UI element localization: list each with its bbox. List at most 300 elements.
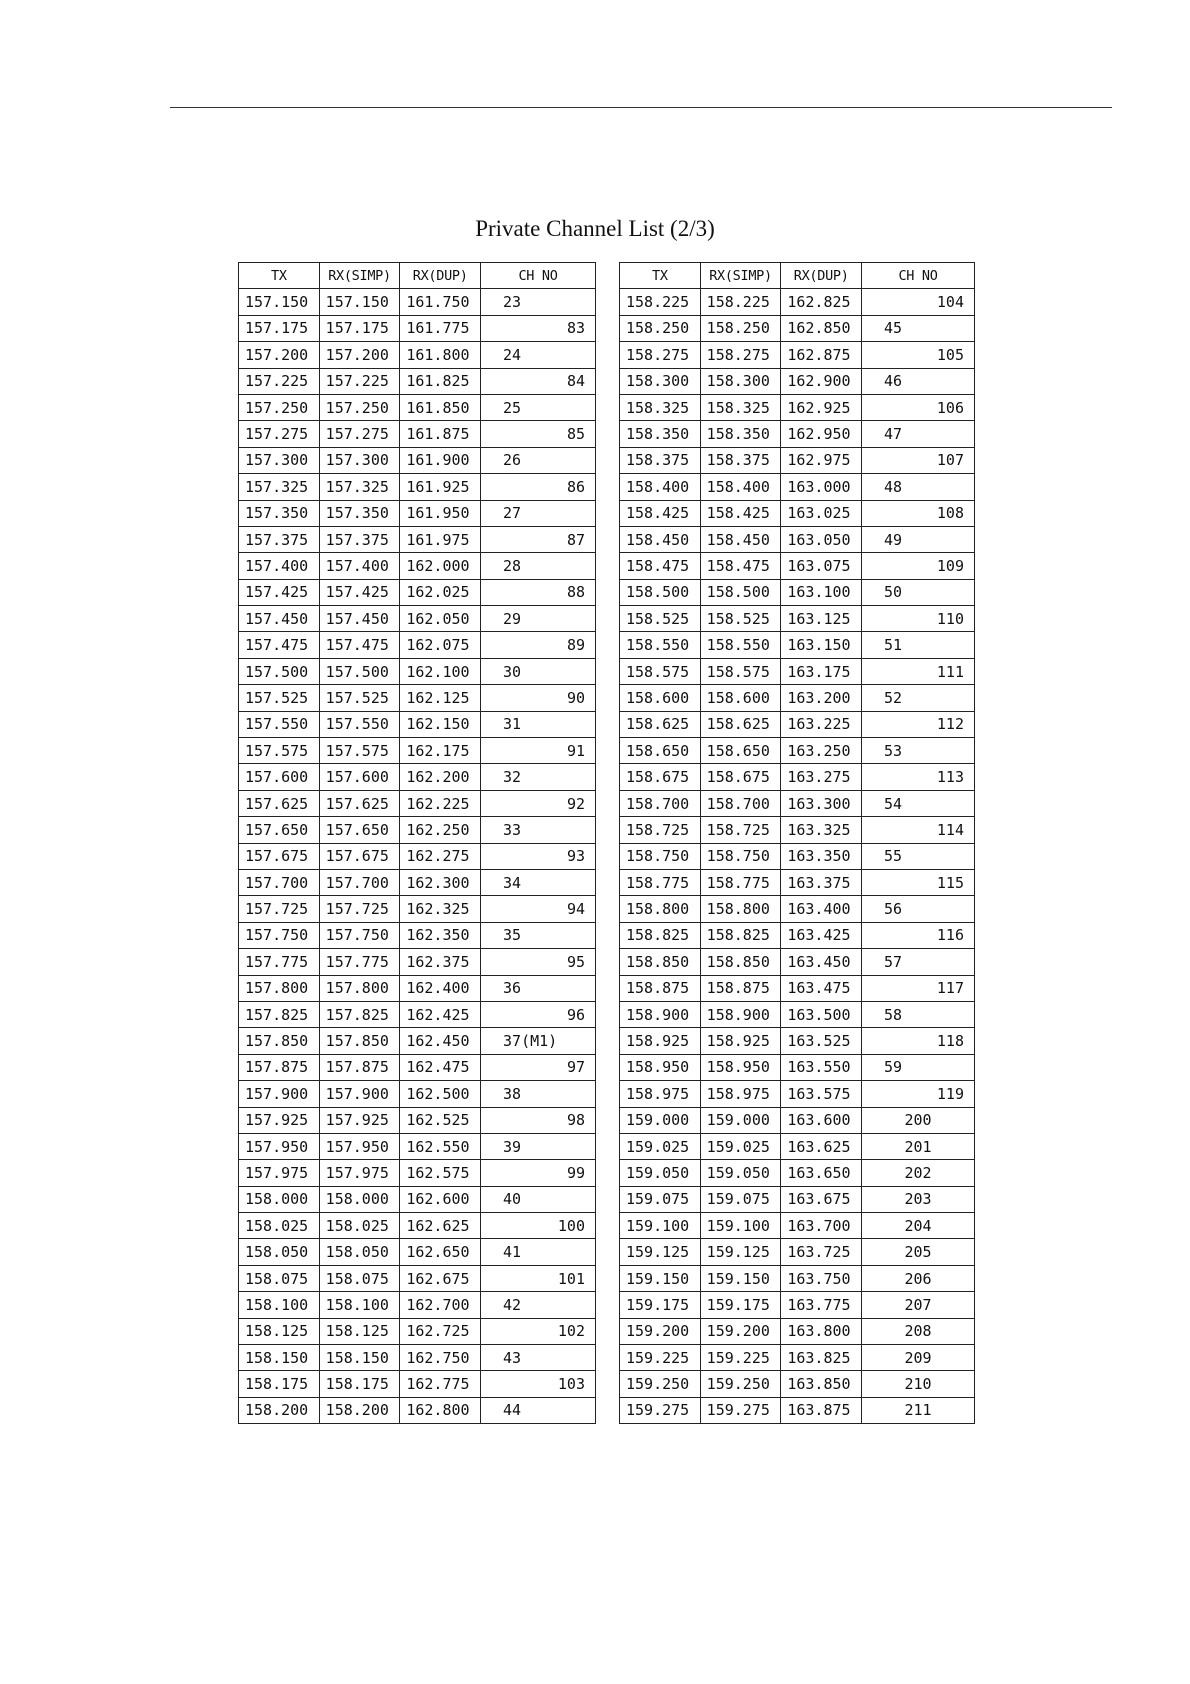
rx-simp-cell: 157.825 — [319, 1001, 400, 1027]
rx-dup-cell: 163.750 — [781, 1265, 862, 1291]
rx-dup-cell: 162.750 — [400, 1345, 481, 1371]
rx-dup-cell: 162.550 — [400, 1133, 481, 1159]
ch-no-cell: 48 — [862, 474, 975, 500]
rx-simp-cell: 157.875 — [319, 1054, 400, 1080]
rx-simp-cell: 157.325 — [319, 474, 400, 500]
tx-cell: 158.075 — [239, 1265, 320, 1291]
ch-no-cell: 113 — [862, 764, 975, 790]
ch-no-cell: 93 — [481, 843, 596, 869]
table-row — [620, 843, 975, 869]
rx-dup-cell: 162.950 — [781, 421, 862, 447]
rx-simp-cell: 158.375 — [700, 447, 781, 473]
ch-no-cell: 207 — [862, 1292, 975, 1318]
table-row — [620, 368, 975, 394]
rx-simp-cell: 158.700 — [700, 790, 781, 816]
rx-simp-cell: 158.550 — [700, 632, 781, 658]
table-row — [239, 447, 596, 473]
ch-no-cell: 45 — [862, 315, 975, 341]
table-row — [239, 922, 596, 948]
table-row — [620, 738, 975, 764]
rx-dup-cell: 162.325 — [400, 896, 481, 922]
tx-cell: 159.225 — [620, 1345, 701, 1371]
ch-no-cell: 118 — [862, 1028, 975, 1054]
table-row — [620, 949, 975, 975]
table-row — [620, 606, 975, 632]
tx-cell: 158.250 — [620, 315, 701, 341]
table-row — [620, 1081, 975, 1107]
tx-cell: 158.975 — [620, 1081, 701, 1107]
ch-no-cell: 108 — [862, 500, 975, 526]
table-row — [239, 1133, 596, 1159]
tx-cell: 159.125 — [620, 1239, 701, 1265]
ch-no-cell: 116 — [862, 922, 975, 948]
ch-no-cell: 112 — [862, 711, 975, 737]
rx-dup-cell: 161.950 — [400, 500, 481, 526]
tx-cell: 158.875 — [620, 975, 701, 1001]
ch-no-cell: 33 — [481, 817, 596, 843]
rx-dup-cell: 162.225 — [400, 790, 481, 816]
ch-no-cell: 105 — [862, 342, 975, 368]
ch-no-cell: 115 — [862, 869, 975, 895]
rx-dup-cell: 163.225 — [781, 711, 862, 737]
tx-cell: 158.400 — [620, 474, 701, 500]
tx-cell: 157.350 — [239, 500, 320, 526]
table-row — [620, 658, 975, 684]
rx-simp-cell: 157.450 — [319, 606, 400, 632]
rx-simp-cell: 157.750 — [319, 922, 400, 948]
rx-simp-cell: 157.425 — [319, 579, 400, 605]
rx-dup-cell: 162.500 — [400, 1081, 481, 1107]
table-row — [620, 1292, 975, 1318]
rx-simp-cell: 158.150 — [319, 1345, 400, 1371]
rx-simp-cell: 158.825 — [700, 922, 781, 948]
ch-no-cell: 87 — [481, 526, 596, 552]
rx-simp-cell: 158.725 — [700, 817, 781, 843]
table-row — [620, 1265, 975, 1291]
rx-simp-cell: 157.300 — [319, 447, 400, 473]
column-header-ch-no: CH NO — [481, 263, 596, 289]
ch-no-cell: 55 — [862, 843, 975, 869]
rx-simp-cell: 158.025 — [319, 1213, 400, 1239]
tx-cell: 159.000 — [620, 1107, 701, 1133]
ch-no-cell: 40 — [481, 1186, 596, 1212]
tx-cell: 159.275 — [620, 1397, 701, 1423]
ch-no-cell: 119 — [862, 1081, 975, 1107]
rx-simp-cell: 158.400 — [700, 474, 781, 500]
table-row — [620, 289, 975, 315]
ch-no-cell: 59 — [862, 1054, 975, 1080]
table-row — [620, 764, 975, 790]
tx-cell: 158.900 — [620, 1001, 701, 1027]
tx-cell: 158.050 — [239, 1239, 320, 1265]
rx-simp-cell: 158.300 — [700, 368, 781, 394]
tx-cell: 157.875 — [239, 1054, 320, 1080]
ch-no-cell: 42 — [481, 1292, 596, 1318]
rx-dup-cell: 163.025 — [781, 500, 862, 526]
rx-dup-cell: 162.000 — [400, 553, 481, 579]
ch-no-cell: 26 — [481, 447, 596, 473]
tx-cell: 157.925 — [239, 1107, 320, 1133]
rx-dup-cell: 163.275 — [781, 764, 862, 790]
table-row — [239, 394, 596, 420]
rx-simp-cell: 158.575 — [700, 658, 781, 684]
table-row — [239, 1160, 596, 1186]
rx-simp-cell: 157.725 — [319, 896, 400, 922]
table-row — [239, 790, 596, 816]
rx-simp-cell: 158.975 — [700, 1081, 781, 1107]
ch-no-cell: 95 — [481, 949, 596, 975]
ch-no-cell: 27 — [481, 500, 596, 526]
rx-dup-cell: 163.125 — [781, 606, 862, 632]
channel-table-right — [619, 262, 975, 1424]
rx-dup-cell: 162.075 — [400, 632, 481, 658]
ch-no-cell: 34 — [481, 869, 596, 895]
table-row — [620, 421, 975, 447]
rx-dup-cell: 162.250 — [400, 817, 481, 843]
tx-cell: 158.775 — [620, 869, 701, 895]
ch-no-cell: 38 — [481, 1081, 596, 1107]
rx-dup-cell: 163.850 — [781, 1371, 862, 1397]
column-header-rx-simp: RX(SIMP) — [700, 263, 781, 289]
rx-simp-cell: 159.000 — [700, 1107, 781, 1133]
rx-simp-cell: 158.525 — [700, 606, 781, 632]
rx-simp-cell: 158.125 — [319, 1318, 400, 1344]
rx-dup-cell: 162.925 — [781, 394, 862, 420]
rx-simp-cell: 157.175 — [319, 315, 400, 341]
tx-cell: 157.500 — [239, 658, 320, 684]
table-row — [239, 1345, 596, 1371]
table-row — [239, 658, 596, 684]
ch-no-cell: 46 — [862, 368, 975, 394]
rx-dup-cell: 163.725 — [781, 1239, 862, 1265]
table-row — [239, 685, 596, 711]
ch-no-cell: 114 — [862, 817, 975, 843]
table-row — [620, 1213, 975, 1239]
tx-cell: 157.225 — [239, 368, 320, 394]
rx-dup-cell: 163.075 — [781, 553, 862, 579]
rx-simp-cell: 157.950 — [319, 1133, 400, 1159]
table-row — [239, 632, 596, 658]
tx-cell: 157.200 — [239, 342, 320, 368]
ch-no-cell: 35 — [481, 922, 596, 948]
table-row — [620, 553, 975, 579]
rx-dup-cell: 163.525 — [781, 1028, 862, 1054]
tx-cell: 157.450 — [239, 606, 320, 632]
tx-cell: 158.275 — [620, 342, 701, 368]
table-row — [620, 1371, 975, 1397]
ch-no-cell: 202 — [862, 1160, 975, 1186]
tx-cell: 157.600 — [239, 764, 320, 790]
table-row — [239, 342, 596, 368]
rx-dup-cell: 163.625 — [781, 1133, 862, 1159]
table-row — [620, 1318, 975, 1344]
ch-no-cell: 83 — [481, 315, 596, 341]
tx-cell: 158.450 — [620, 526, 701, 552]
ch-no-cell: 54 — [862, 790, 975, 816]
tx-cell: 157.475 — [239, 632, 320, 658]
tx-cell: 158.725 — [620, 817, 701, 843]
table-row — [239, 315, 596, 341]
table-row — [239, 1107, 596, 1133]
tx-cell: 158.425 — [620, 500, 701, 526]
rx-simp-cell: 157.275 — [319, 421, 400, 447]
rx-simp-cell: 157.350 — [319, 500, 400, 526]
rx-dup-cell: 161.750 — [400, 289, 481, 315]
rx-simp-cell: 159.125 — [700, 1239, 781, 1265]
rx-dup-cell: 162.100 — [400, 658, 481, 684]
ch-no-cell: 107 — [862, 447, 975, 473]
tx-cell: 157.975 — [239, 1160, 320, 1186]
rx-simp-cell: 157.625 — [319, 790, 400, 816]
tx-cell: 158.175 — [239, 1371, 320, 1397]
table-row — [620, 474, 975, 500]
ch-no-cell: 106 — [862, 394, 975, 420]
tx-cell: 158.600 — [620, 685, 701, 711]
rx-simp-cell: 158.100 — [319, 1292, 400, 1318]
rx-dup-cell: 162.125 — [400, 685, 481, 711]
ch-no-cell: 51 — [862, 632, 975, 658]
rx-dup-cell: 163.775 — [781, 1292, 862, 1318]
table-row — [620, 1001, 975, 1027]
table-row — [239, 526, 596, 552]
tx-cell: 157.150 — [239, 289, 320, 315]
ch-no-cell: 85 — [481, 421, 596, 447]
rx-dup-cell: 161.900 — [400, 447, 481, 473]
rx-simp-cell: 157.550 — [319, 711, 400, 737]
table-row — [239, 1081, 596, 1107]
ch-no-cell: 99 — [481, 1160, 596, 1186]
table-row — [239, 949, 596, 975]
tx-cell: 158.350 — [620, 421, 701, 447]
table-row — [620, 1186, 975, 1212]
rx-simp-cell: 158.350 — [700, 421, 781, 447]
rx-dup-cell: 163.375 — [781, 869, 862, 895]
tx-cell: 157.325 — [239, 474, 320, 500]
tx-cell: 158.625 — [620, 711, 701, 737]
rx-dup-cell: 162.700 — [400, 1292, 481, 1318]
rx-simp-cell: 158.925 — [700, 1028, 781, 1054]
ch-no-cell: 104 — [862, 289, 975, 315]
channel-table-left — [238, 262, 596, 1424]
tx-cell: 158.125 — [239, 1318, 320, 1344]
rx-dup-cell: 162.375 — [400, 949, 481, 975]
ch-no-cell: 109 — [862, 553, 975, 579]
ch-no-cell: 203 — [862, 1186, 975, 1212]
rx-simp-cell: 157.200 — [319, 342, 400, 368]
table-row — [620, 1054, 975, 1080]
rx-dup-cell: 162.800 — [400, 1397, 481, 1423]
ch-no-cell: 52 — [862, 685, 975, 711]
ch-no-cell: 39 — [481, 1133, 596, 1159]
rx-dup-cell: 163.800 — [781, 1318, 862, 1344]
ch-no-cell: 117 — [862, 975, 975, 1001]
rx-dup-cell: 162.575 — [400, 1160, 481, 1186]
rx-dup-cell: 162.150 — [400, 711, 481, 737]
tx-cell: 158.475 — [620, 553, 701, 579]
ch-no-cell: 43 — [481, 1345, 596, 1371]
ch-no-cell: 47 — [862, 421, 975, 447]
ch-no-cell: 102 — [481, 1318, 596, 1344]
rx-dup-cell: 162.350 — [400, 922, 481, 948]
rx-dup-cell: 163.200 — [781, 685, 862, 711]
ch-no-cell: 210 — [862, 1371, 975, 1397]
rx-simp-cell: 159.200 — [700, 1318, 781, 1344]
table-row — [239, 368, 596, 394]
ch-no-cell: 29 — [481, 606, 596, 632]
tx-cell: 158.700 — [620, 790, 701, 816]
ch-no-cell: 49 — [862, 526, 975, 552]
table-row — [620, 896, 975, 922]
rx-dup-cell: 161.850 — [400, 394, 481, 420]
rx-dup-cell: 162.525 — [400, 1107, 481, 1133]
rx-dup-cell: 163.350 — [781, 843, 862, 869]
tx-cell: 157.700 — [239, 869, 320, 895]
table-row — [239, 975, 596, 1001]
ch-no-cell: 88 — [481, 579, 596, 605]
rx-dup-cell: 162.450 — [400, 1028, 481, 1054]
rx-simp-cell: 157.800 — [319, 975, 400, 1001]
rx-dup-cell: 161.975 — [400, 526, 481, 552]
rx-simp-cell: 157.475 — [319, 632, 400, 658]
rx-simp-cell: 157.225 — [319, 368, 400, 394]
table-row — [239, 500, 596, 526]
rx-simp-cell: 158.500 — [700, 579, 781, 605]
rx-dup-cell: 163.425 — [781, 922, 862, 948]
rx-simp-cell: 158.900 — [700, 1001, 781, 1027]
page-title: Private Channel List (2/3) — [475, 216, 715, 241]
ch-no-cell: 37(M1) — [481, 1028, 596, 1054]
rx-simp-cell: 157.700 — [319, 869, 400, 895]
rx-dup-cell: 163.825 — [781, 1345, 862, 1371]
tx-cell: 157.900 — [239, 1081, 320, 1107]
tx-cell: 157.725 — [239, 896, 320, 922]
rx-dup-cell: 163.500 — [781, 1001, 862, 1027]
ch-no-cell: 201 — [862, 1133, 975, 1159]
table-row — [620, 1028, 975, 1054]
tx-cell: 158.200 — [239, 1397, 320, 1423]
ch-no-cell: 205 — [862, 1239, 975, 1265]
ch-no-cell: 31 — [481, 711, 596, 737]
table-row — [620, 579, 975, 605]
table-row — [620, 1133, 975, 1159]
table-row — [239, 869, 596, 895]
rx-dup-cell: 163.100 — [781, 579, 862, 605]
rx-simp-cell: 157.575 — [319, 738, 400, 764]
rx-simp-cell: 158.000 — [319, 1186, 400, 1212]
tx-cell: 158.650 — [620, 738, 701, 764]
tx-cell: 159.200 — [620, 1318, 701, 1344]
rx-simp-cell: 158.275 — [700, 342, 781, 368]
tx-cell: 157.525 — [239, 685, 320, 711]
tx-cell: 157.675 — [239, 843, 320, 869]
tx-cell: 157.625 — [239, 790, 320, 816]
tx-cell: 157.300 — [239, 447, 320, 473]
rx-dup-cell: 163.600 — [781, 1107, 862, 1133]
ch-no-cell: 100 — [481, 1213, 596, 1239]
table-row — [239, 474, 596, 500]
table-row — [239, 1213, 596, 1239]
ch-no-cell: 56 — [862, 896, 975, 922]
table-row — [620, 975, 975, 1001]
rx-simp-cell: 158.950 — [700, 1054, 781, 1080]
ch-no-cell: 211 — [862, 1397, 975, 1423]
ch-no-cell: 200 — [862, 1107, 975, 1133]
tx-cell: 157.750 — [239, 922, 320, 948]
rx-simp-cell: 157.500 — [319, 658, 400, 684]
tx-cell: 158.100 — [239, 1292, 320, 1318]
ch-no-cell: 91 — [481, 738, 596, 764]
table-row — [620, 632, 975, 658]
ch-no-cell: 96 — [481, 1001, 596, 1027]
tx-cell: 157.275 — [239, 421, 320, 447]
table-row — [620, 500, 975, 526]
rx-dup-cell: 163.550 — [781, 1054, 862, 1080]
column-header-tx: TX — [239, 263, 320, 289]
table-row — [620, 526, 975, 552]
rx-simp-cell: 157.675 — [319, 843, 400, 869]
rx-dup-cell: 163.450 — [781, 949, 862, 975]
table-row — [239, 1186, 596, 1212]
column-header-tx: TX — [620, 263, 701, 289]
rx-simp-cell: 159.025 — [700, 1133, 781, 1159]
rx-dup-cell: 163.650 — [781, 1160, 862, 1186]
tx-cell: 157.400 — [239, 553, 320, 579]
ch-no-cell: 110 — [862, 606, 975, 632]
table-row — [620, 711, 975, 737]
rx-dup-cell: 163.400 — [781, 896, 862, 922]
table-row — [620, 790, 975, 816]
tx-cell: 158.675 — [620, 764, 701, 790]
tx-cell: 157.250 — [239, 394, 320, 420]
tx-cell: 159.250 — [620, 1371, 701, 1397]
rx-simp-cell: 157.150 — [319, 289, 400, 315]
rx-simp-cell: 158.075 — [319, 1265, 400, 1291]
table-row — [620, 342, 975, 368]
table-row — [239, 1239, 596, 1265]
ch-no-cell: 103 — [481, 1371, 596, 1397]
ch-no-cell: 209 — [862, 1345, 975, 1371]
rx-dup-cell: 161.925 — [400, 474, 481, 500]
rx-simp-cell: 159.275 — [700, 1397, 781, 1423]
tx-cell: 158.325 — [620, 394, 701, 420]
rx-simp-cell: 159.150 — [700, 1265, 781, 1291]
rx-simp-cell: 158.625 — [700, 711, 781, 737]
rx-simp-cell: 158.225 — [700, 289, 781, 315]
rx-dup-cell: 161.875 — [400, 421, 481, 447]
rx-simp-cell: 159.175 — [700, 1292, 781, 1318]
rx-dup-cell: 162.725 — [400, 1318, 481, 1344]
ch-no-cell: 208 — [862, 1318, 975, 1344]
rx-dup-cell: 162.600 — [400, 1186, 481, 1212]
ch-no-cell: 98 — [481, 1107, 596, 1133]
ch-no-cell: 206 — [862, 1265, 975, 1291]
rx-dup-cell: 163.000 — [781, 474, 862, 500]
ch-no-cell: 204 — [862, 1213, 975, 1239]
ch-no-cell: 36 — [481, 975, 596, 1001]
rx-dup-cell: 162.975 — [781, 447, 862, 473]
ch-no-cell: 32 — [481, 764, 596, 790]
tx-cell: 158.025 — [239, 1213, 320, 1239]
tx-cell: 158.000 — [239, 1186, 320, 1212]
rx-simp-cell: 158.475 — [700, 553, 781, 579]
ch-no-cell: 30 — [481, 658, 596, 684]
table-row — [239, 1292, 596, 1318]
rx-dup-cell: 162.425 — [400, 1001, 481, 1027]
table-row — [239, 1054, 596, 1080]
rx-dup-cell: 162.875 — [781, 342, 862, 368]
rx-dup-cell: 162.650 — [400, 1239, 481, 1265]
ch-no-cell: 24 — [481, 342, 596, 368]
